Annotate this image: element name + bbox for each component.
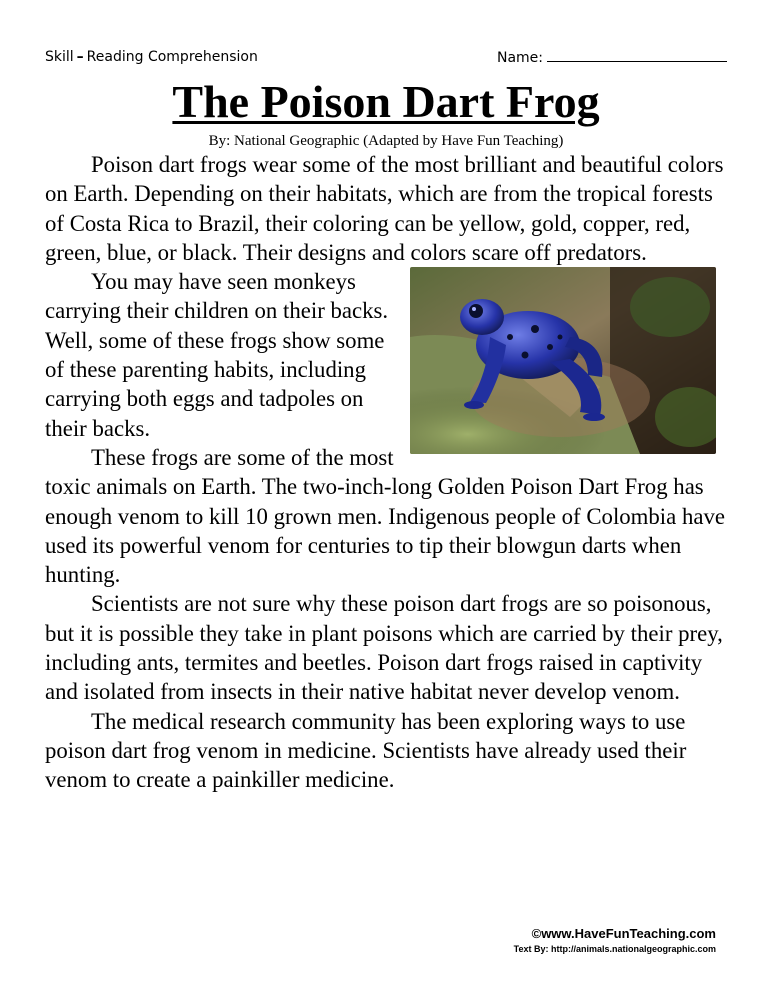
paragraph-5: The medical research community has been exploring ways to use poison dart frog venom in medicine. Scientists have already used their venom to create a painkiller medicine. xyxy=(45,708,687,793)
article-body xyxy=(45,150,730,795)
skill-value: Reading Comprehension xyxy=(86,49,258,65)
blue-poison-dart-frog-image xyxy=(410,267,716,454)
paragraph-3: These frogs are some of the most toxic animals on Earth. The two-inch-long Golden Poison Dart Frog has enough venom to kill 10 grown men. Indigenous people of Colombia have used its powerful venom for centuries to tip their blowgun darts when hunting. xyxy=(45,444,725,588)
frog-photo xyxy=(410,267,716,454)
name-blank-line[interactable] xyxy=(547,49,727,62)
skill-label xyxy=(45,49,258,65)
paragraph-2: You may have seen monkeys carrying their children on their backs. Well, some of these frogs show some of these parenting habits, including carrying both eggs and tadpoles on their backs. xyxy=(45,269,389,441)
worksheet-header xyxy=(45,49,727,71)
skill-label-text: Skill xyxy=(45,49,74,65)
byline: By: National Geographic (Adapted by Have Fun Teaching) xyxy=(208,133,564,149)
name-label: Name: xyxy=(496,50,543,66)
footer-text-source: Text By: http://animals.nationalgeographic.com xyxy=(513,944,716,954)
page-title: The Poison Dart Frog xyxy=(172,76,600,127)
paragraph-4: Scientists are not sure why these poison dart frogs are so poisonous, but it is possible they take in plant poisons which are carried by their prey, including ants, termites and beetles. Poison dart frogs raised in captivity and isolated from insects in their native habitat never develop venom. xyxy=(45,591,723,705)
paragraph-1: Poison dart frogs wear some of the most brilliant and beautiful colors on Earth. Depending on their habitats, which are from the tropical forests of Costa Rica to Brazil, their coloring can be yellow, gold, copper, red, green, blue, or black. Their designs and colors scare off predators. xyxy=(45,152,724,265)
name-field[interactable] xyxy=(497,49,727,66)
skill-dash: – xyxy=(76,49,84,65)
footer-site-credit: ©www.HaveFunTeaching.com xyxy=(531,926,716,941)
